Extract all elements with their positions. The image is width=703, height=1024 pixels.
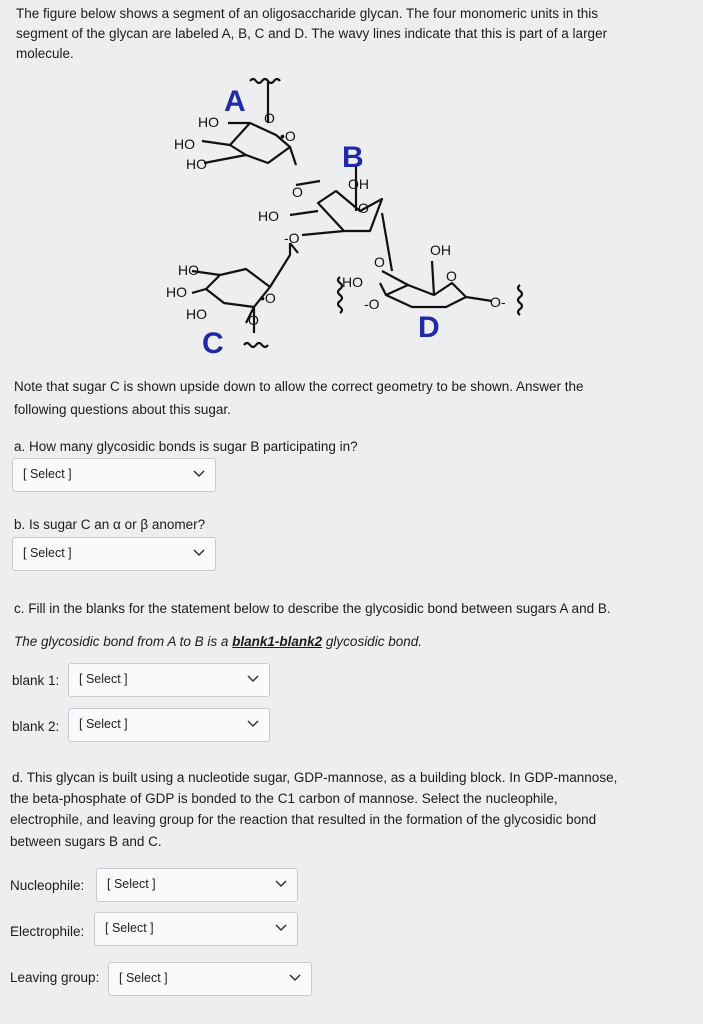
c-ho-3: HO	[186, 306, 207, 322]
b-link-o: O	[292, 184, 303, 200]
blank2-label: blank 2:	[12, 719, 60, 734]
label-d: D	[418, 311, 440, 344]
intro-line-1: The figure below shows a segment of an oligosaccharide glycan. The four monomeric units in this	[16, 6, 599, 21]
ring-d	[386, 283, 466, 307]
electrophile-select-value: [ Select ]	[105, 921, 154, 935]
leaving-group-select[interactable]	[108, 962, 312, 996]
chevron-down-icon	[247, 675, 259, 683]
a-ho-1: HO	[198, 114, 219, 130]
question-b-select-value: [ Select ]	[23, 546, 72, 560]
a-ho-2: HO	[174, 136, 195, 152]
blank-dash: -	[274, 634, 280, 649]
b-ring-o: O	[358, 200, 369, 216]
nucleophile-select[interactable]	[96, 868, 298, 902]
question-a: a. How many glycosidic bonds is sugar B participating in?	[14, 439, 358, 454]
blank1-select-value: [ Select ]	[79, 672, 128, 686]
statement-prefix: The glycosidic bond from A to B is a	[14, 634, 233, 649]
nucleophile-select-value: [ Select ]	[107, 877, 156, 891]
c-o-dot: •O	[260, 290, 276, 306]
blank1-label: blank 1:	[12, 673, 60, 688]
a-ring-o: O	[264, 110, 275, 126]
label-c: C	[202, 327, 224, 360]
b-oh: OH	[348, 176, 369, 192]
chevron-down-icon	[193, 470, 205, 478]
chevron-down-icon	[193, 549, 205, 557]
blank2-select-value: [ Select ]	[79, 717, 128, 731]
question-d-line-4: between sugars B and C.	[10, 834, 162, 849]
question-c: c. Fill in the blanks for the statement below to describe the glycosidic bond between sugars A and B.	[14, 601, 611, 616]
label-b: B	[342, 141, 364, 174]
intro-line-2: segment of the glycan are labeled A, B, C and D. The wavy lines indicate that this is part of a larger	[16, 26, 608, 41]
question-d-line-2: the beta-phosphate of GDP is bonded to the C1 carbon of mannose. Select the nucleophile,	[10, 791, 558, 806]
statement-suffix: glycosidic bond.	[322, 634, 422, 649]
question-d-line-3: electrophile, and leaving group for the reaction that resulted in the formation of the glycosidic bond	[10, 812, 597, 827]
question-a-select-value: [ Select ]	[23, 467, 72, 481]
label-a: A	[224, 85, 246, 118]
electrophile-select[interactable]	[94, 912, 298, 946]
blank2-select[interactable]	[68, 708, 270, 742]
b-o-dash: -O	[284, 230, 300, 246]
ring-b	[318, 191, 382, 231]
note-line-2: following questions about this sugar.	[14, 402, 231, 417]
d-oh: OH	[430, 242, 451, 258]
a-o-dot: •O	[280, 128, 296, 144]
note-line-1: Note that sugar C is shown upside down to allow the correct geometry to be shown. Answer the	[14, 379, 584, 394]
leaving-group-label: Leaving group:	[10, 970, 100, 985]
d-link-o: O	[374, 254, 385, 270]
question-c-statement	[14, 632, 422, 652]
leaving-group-select-value: [ Select ]	[119, 971, 168, 985]
d-o-dash: -O	[364, 296, 380, 312]
blank1-marker: blank1	[232, 634, 275, 649]
chevron-down-icon	[275, 924, 287, 932]
chevron-down-icon	[247, 720, 259, 728]
glycan-structure-diagram	[150, 75, 570, 365]
d-ho: HO	[342, 274, 363, 290]
chevron-down-icon	[275, 880, 287, 888]
chevron-down-icon	[289, 974, 301, 982]
question-d-line-1: d. This glycan is built using a nucleotide sugar, GDP-mannose, as a building block. In GDP-mannose,	[12, 770, 618, 785]
d-ring-o: O	[446, 268, 457, 284]
intro-text	[16, 4, 696, 64]
blank2-marker: blank2	[279, 634, 323, 649]
question-b: b. Is sugar C an α or β anomer?	[14, 517, 206, 532]
d-o-right: O-	[490, 294, 506, 310]
b-ho: HO	[258, 208, 279, 224]
a-wavy	[250, 79, 280, 83]
question-a-select[interactable]	[12, 458, 216, 492]
a-ho-3: HO	[186, 156, 207, 172]
question-b-select[interactable]	[12, 537, 216, 571]
c-ring-o: O	[248, 312, 259, 328]
electrophile-label: Electrophile:	[10, 924, 85, 939]
c-ho-1: HO	[178, 262, 199, 278]
c-ho-2: HO	[166, 284, 187, 300]
blank1-select[interactable]	[68, 663, 270, 697]
nucleophile-label: Nucleophile:	[10, 878, 85, 893]
intro-line-3: molecule.	[16, 46, 74, 61]
